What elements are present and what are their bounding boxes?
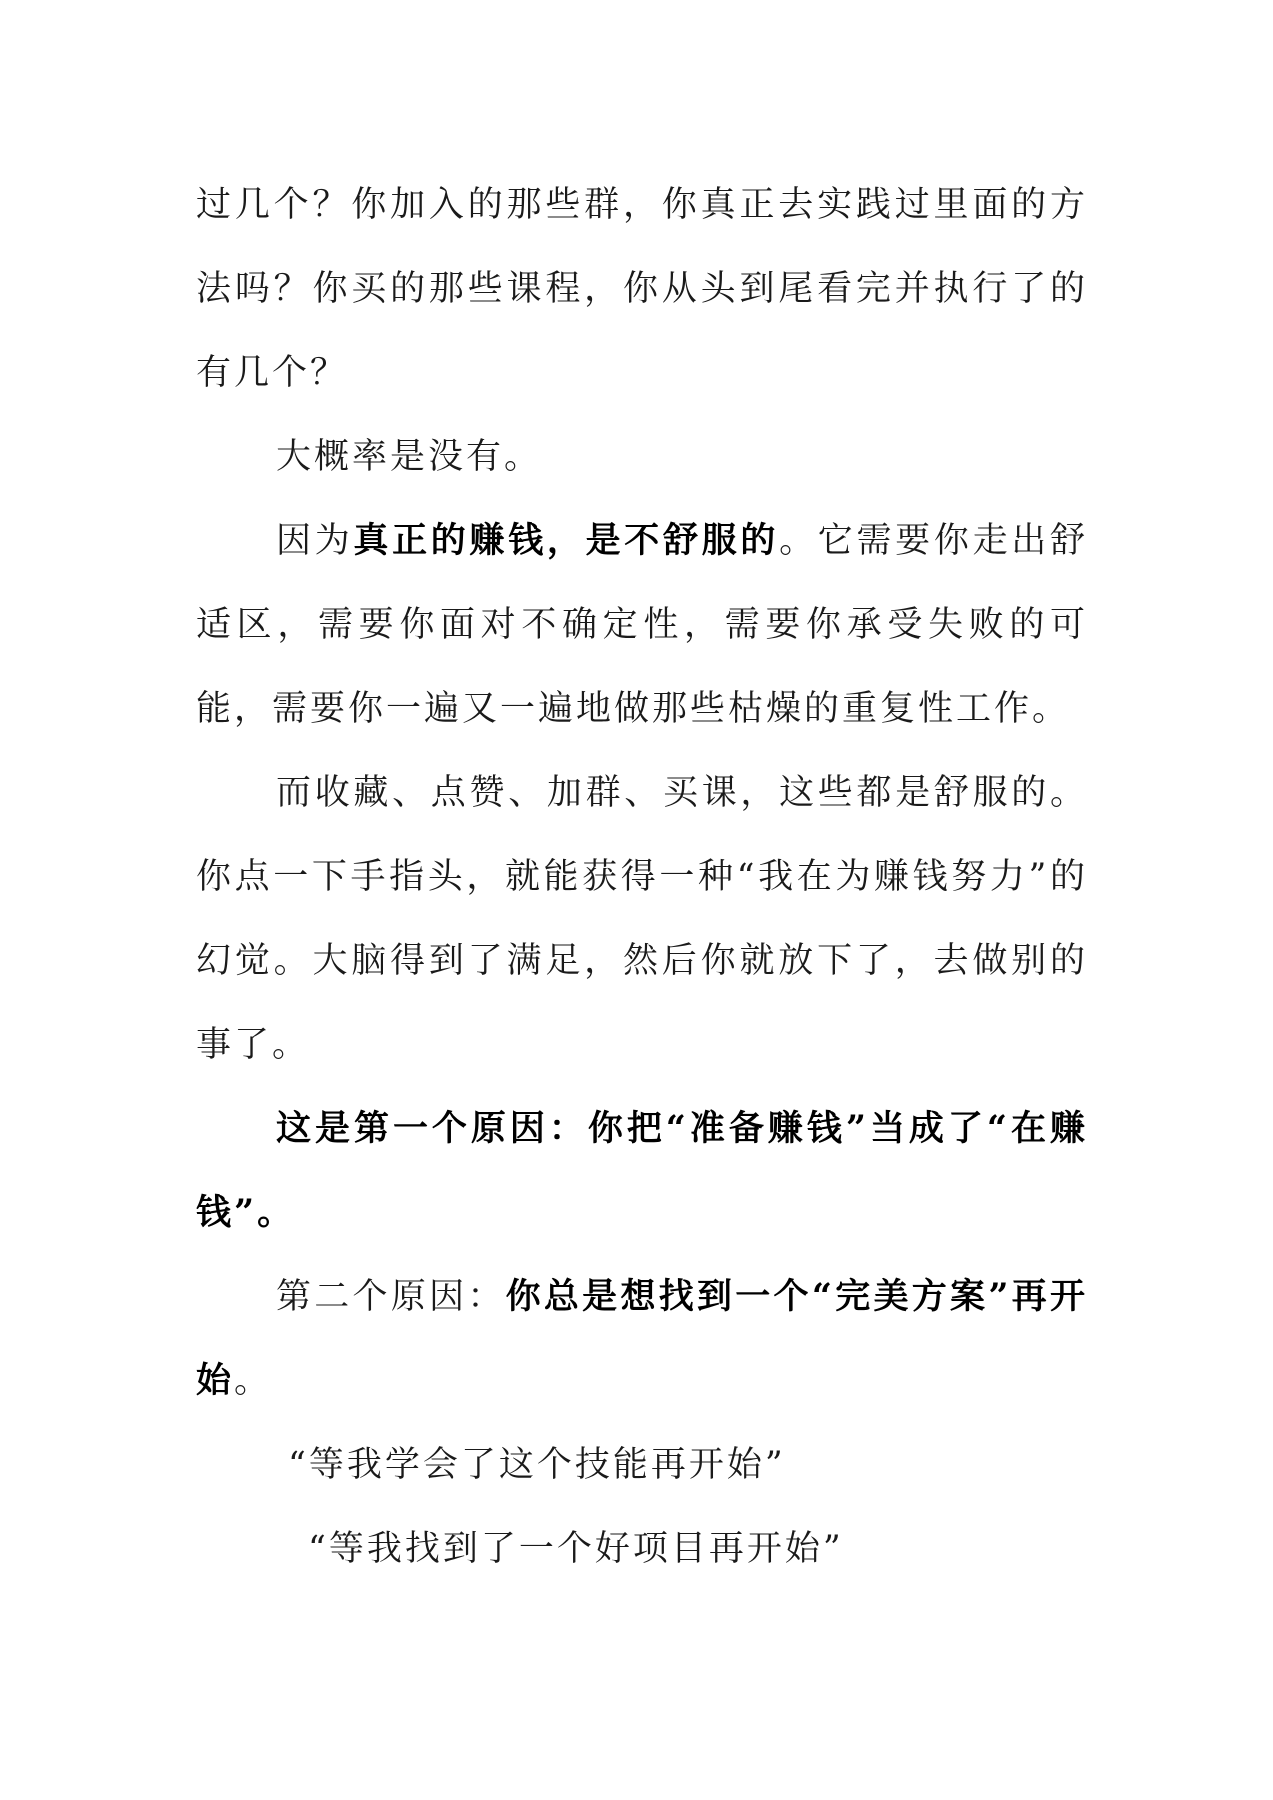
paragraph-5-first-reason — [196, 1087, 1088, 1255]
paragraph-5-bold-text: 这是第一个原因：你把“准备赚钱”当成了“在赚钱”。 — [196, 1108, 1088, 1233]
paragraph-2-text: 大概率是没有。 — [276, 437, 543, 477]
paragraph-3-bold-phrase: 真正的赚钱，是不舒服的 — [353, 520, 780, 561]
paragraph-2 — [196, 415, 1088, 499]
paragraph-1 — [196, 163, 1088, 415]
quote-line-2 — [196, 1507, 1088, 1591]
paragraph-6-bold-phrase: 你总是想找到一个“完美方案”再开始 — [196, 1276, 1088, 1401]
paragraph-4-text: 而收藏、点赞、加群、买课，这些都是舒服的。你点一下手指头，就能获得一种“我在为赚钱努力”的幻觉。大脑得到了满足，然后你就放下了，去做别的事了。 — [196, 773, 1088, 1065]
quote-line-1-text: “等我学会了这个技能再开始” — [288, 1445, 786, 1485]
document-body — [196, 163, 1088, 1591]
paragraph-4 — [196, 751, 1088, 1087]
paragraph-1-text: 过几个？你加入的那些群，你真正去实践过里面的方法吗？你买的那些课程，你从头到尾看完并执行了的有几个？ — [196, 185, 1088, 393]
paragraph-6-second-reason — [196, 1255, 1088, 1423]
paragraph-3-text-a: 因为 — [276, 521, 354, 561]
paragraph-6-text-a: 第二个原因： — [276, 1277, 506, 1317]
paragraph-3-text-b: 。它需要你走出舒适区，需要你面对不确定性，需要你承受失败的可能，需要你一遍又一遍地做那些枯燥的重复性工作。 — [196, 521, 1088, 729]
paragraph-3 — [196, 499, 1088, 751]
quote-line-2-text: “等我找到了一个好项目再开始” — [308, 1529, 844, 1569]
paragraph-6-text-b: 。 — [234, 1361, 273, 1401]
quote-line-1 — [196, 1423, 1088, 1507]
